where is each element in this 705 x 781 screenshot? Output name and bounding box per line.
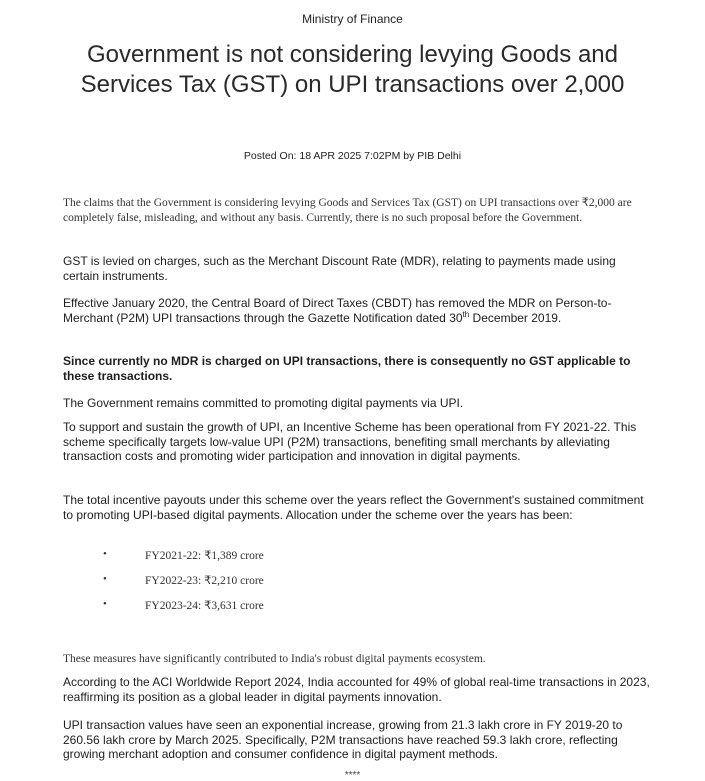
paragraph-incentive-payouts: The total incentive payouts under this scheme over the years reflect the Government's sustained commitment to promoting UPI-based digital payments. Allocation under the scheme over the years has been:	[63, 493, 644, 522]
bullet-icon: •	[103, 548, 107, 560]
paragraph-claims: The claims that the Government is considering levying Goods and Services Tax (GST) on UPI transactions over ₹2,000 are completely false, misleading, and without any basis. Currently, there is no such proposal before the Government.	[63, 197, 632, 224]
paragraph-no-gst: Since currently no MDR is charged on UPI transactions, there is consequently no GST applicable to these transactions.	[63, 354, 631, 383]
page-title: Government is not considering levying Goods and Services Tax (GST) on UPI transactions over 2,000	[80, 41, 625, 98]
paragraph-gst-levy: GST is levied on charges, such as the Merchant Discount Rate (MDR), relating to payments made using certain instruments.	[63, 254, 616, 283]
end-marker: ****	[344, 770, 361, 781]
paragraph-commitment: The Government remains committed to promoting digital payments via UPI.	[63, 396, 464, 410]
ministry-name: Ministry of Finance	[302, 12, 403, 26]
allocation-item-text: FY2022-23: ₹2,210 crore	[145, 575, 264, 587]
allocation-list	[63, 548, 463, 623]
paragraph-cbdt-text-end: December 2019.	[469, 310, 562, 325]
paragraph-cbdt-text: Effective January 2020, the Central Board of Direct Taxes (CBDT) has removed the MDR on Person-to-Merchant (P2M) UPI transactions through the Gazette Notification dated 30	[63, 296, 612, 325]
paragraph-cbdt-sup: th	[462, 309, 470, 319]
paragraph-cbdt	[63, 296, 653, 325]
posted-on: Posted On: 18 APR 2025 7:02PM by PIB Delhi	[243, 150, 462, 162]
paragraph-ecosystem: These measures have significantly contributed to India's robust digital payments ecosystem.	[63, 653, 486, 665]
paragraph-upi-growth: UPI transaction values have seen an exponential increase, growing from 21.3 lakh crore in FY 2019-20 to 260.56 lakh crore by March 2025. Specifically, P2M transactions have reached 59.3 lakh crore, reflecting growing merchant adoption and consumer confidence in digital payment methods.	[63, 718, 623, 761]
allocation-item-text: FY2021-22: ₹1,389 crore	[145, 550, 264, 562]
paragraph-incentive-scheme: To support and sustain the growth of UPI, an Incentive Scheme has been operational from FY 2021-22. This scheme specifically targets low-value UPI (P2M) transactions, benefiting small merchants by alleviating transaction costs and promoting wider participation and innovation in digital payments.	[63, 420, 637, 463]
bullet-icon: •	[103, 598, 107, 610]
list-item	[63, 548, 463, 573]
allocation-item-text: FY2023-24: ₹3,631 crore	[145, 600, 264, 612]
paragraph-aci-report: According to the ACI Worldwide Report 2024, India accounted for 49% of global real-time transactions in 2023, reaffirming its position as a global leader in digital payments innovation.	[63, 675, 650, 704]
list-item	[63, 598, 463, 623]
bullet-icon: •	[103, 573, 107, 585]
list-item	[63, 573, 463, 598]
